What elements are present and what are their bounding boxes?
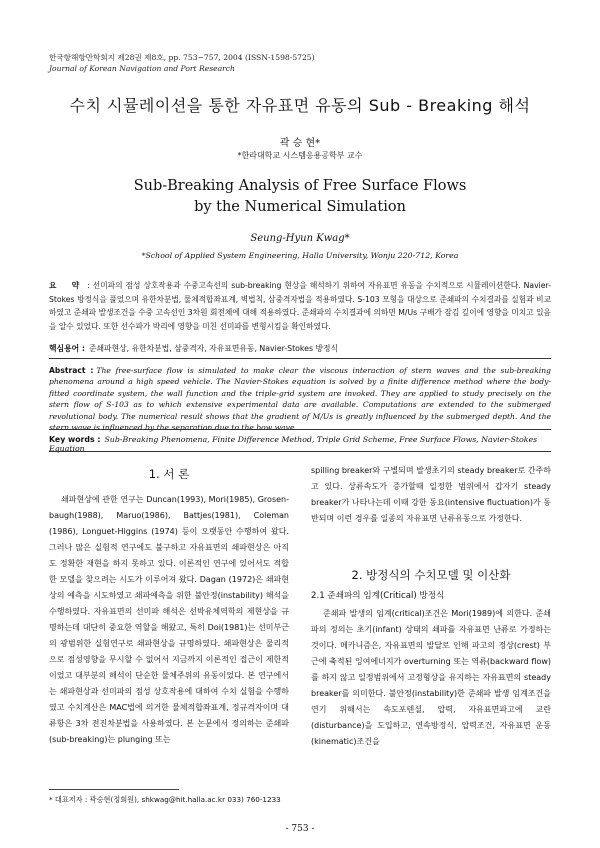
affiliation-ko: *한라대학교 시스템응용공학부 교수 bbox=[237, 151, 363, 160]
keywords-en-text: Sub-Breaking Phenomena, Finite Difference Method, Triple Grid Scheme, Free Surface Flows, Navier-Stokes Equation bbox=[49, 435, 538, 453]
abstract-ko-text: : 선미파의 점성 상호작용과 수중고속선의 sub-breaking 현상을 해석하기 위하여 자유표면 유동을 수치적으로 시뮬레이션한다. Navier-Stokes 방정식을 풀었으며 유한차분법, 물체적합좌표계, 벽법칙, 삼중격자법을 적용하였다. S-103 모형을 대상으로 준쇄파의 수치결과를 실험과 비교하였고 준쇄파 발생조건을 수중 고속선인 3차원 회전체에 대해 적용하였다. 준쇄파의 수치결과에 의하면 M/Us 구배가 잠김 깊이에 영향을 미치고 있음을 알수 있었다. 또한 선수파가 박리에 영향을 미친 선미파를 변형시킴을 확인하였다. bbox=[49, 281, 551, 331]
footnote-rule bbox=[49, 789, 179, 790]
paper-title-ko: 수치 시뮬레이션을 통한 자유표면 유동의 Sub - Breaking 해석 bbox=[69, 96, 531, 115]
author-en: Seung-Hyun Kwag* bbox=[250, 233, 350, 244]
paper-title-en-line1: Sub-Breaking Analysis of Free Surface Flows bbox=[133, 178, 467, 194]
section-1-title: 1. 서 론 bbox=[148, 467, 190, 481]
abstract-en bbox=[49, 365, 551, 433]
page-number: - 753 - bbox=[285, 824, 315, 834]
abstract-en-text: The free-surface flow is simulated to make clear the viscous interaction of stern waves and the sub-breaking phenomena around a high speed vehicle. The Navier-Stokes equation is solved by a finite difference method where the body-fitted coordinate system, the wall function and the triple-grid system are invoked. They are applied to study precisely on the stern flow of S-103 as to which extensive experimental data are available. Computations are extended to the submerged revolutional body. The numerical result shows that the gradient of M/Us is greatly influenced by the submerged depth. And the stern wave is influenced by the separation due to the bow wave. bbox=[49, 366, 551, 433]
divider bbox=[49, 358, 551, 359]
abstract-ko-label: 요 약 bbox=[49, 281, 86, 290]
section-2-paragraph: 준쇄파 발생의 임계(critical)조건은 Mori(1989)에 의한다. 준쇄파의 정의는 초기(infant) 상태의 쇄파를 자유표면 난류로 가정하는 것이다. 메카니즘은, 자유표면의 발달로 인해 파고의 정상(crest) 부근에 축적된 잉여에너지가 overturning 또는 역류(backward flow)를 하지 않고 일정범위에서 고정형상을 유지하는 자유표면의 steady breaker를 의미한다. 불안정(instability)한 준쇄파 발생 임계조건을 연기 위해서는 속도포텐셜, 압력, 자유표면파고에 교란(disturbance)을 도입하고, 연속방정식, 압력조건, 자유표면 운동(kinematic)조건을 bbox=[311, 609, 551, 746]
section-2-body bbox=[311, 606, 551, 750]
abstract-en-label: Abstract : bbox=[49, 366, 94, 375]
section-2-title: 2. 방정식의 수치모델 및 이산화 bbox=[351, 568, 511, 582]
affiliation-en: *School of Applied System Engineering, Halla University, Wonju 220-712, Korea bbox=[141, 251, 459, 260]
footnote: * 대표저자 : 곽승현(정회원), shkwag@hit.halla.ac.kr 033) 760-1233 bbox=[49, 795, 281, 804]
right-column-paragraph: spilling breaker와 구별되며 발생초기의 steady breaker로 간주하고 있다. 상류속도가 증가할때 일정한 범위에서 갑자기 steady breaker가 나타나는데 이때 강한 동요(intensive fluctuation)가 동반되며 이런 경우를 일종의 자유표면 난류유동으로 가정한다. bbox=[311, 466, 551, 523]
right-column-intro bbox=[311, 463, 551, 527]
journal-citation-ko: 한국항해항만학회지 제28권 제8호, pp. 753~757, 2004 (ISSN-1598-5725) bbox=[49, 53, 315, 62]
keywords-ko-label: 핵심용어 : bbox=[49, 344, 85, 353]
divider bbox=[49, 451, 551, 452]
keywords-en-label: Key words : bbox=[49, 435, 101, 444]
paper-title-en-line2: by the Numerical Simulation bbox=[194, 199, 406, 215]
abstract-ko bbox=[49, 279, 551, 333]
section-1-body bbox=[49, 492, 289, 748]
keywords-ko-text: 준쇄파현상, 유한차분법, 삼중격자, 자유표면유동, Navier-Stokes 방정식 bbox=[88, 344, 339, 353]
keywords-ko bbox=[49, 343, 551, 354]
author-ko: 곽 승 현* bbox=[279, 138, 321, 149]
section-1-paragraph: 쇄파현상에 관한 연구는 Duncan(1993), Mori(1985), Grosen-baugh(1988), Maruo(1986), Battjes(1981), Coleman (1986), Longuet-Higgins (1974) 등이 오랫동안 수행하여 왔다. 그러나 많은 실험적 연구에도 불구하고 자유표면의 쇄파현상은 아직도 정확한 재현을 하지 못하고 있다. 이론적인 연구에 있어서도 적합한 모델을 찾으려는 시도가 이루어져 왔다. Dagan (1972)은 쇄파현상의 예측을 시도하였고 쇄파예측을 위한 불안정(instability) 해석을 수행하였다. 자유표면의 선미파 해석은 선박유체역학의 제현상을 규명하는데 대단히 중요한 역할을 해왔고, 특히 Doi(1981)는 선미부근의 광범위한 실험연구로 쇄파현상을 규명하였다. 쇄파현상은 물리적으로 점성영향을 무시할 수 없어서 지금까지 이론적인 접근이 제한적이었고 대부분의 해석이 단순한 물체주위의 유동이었다. 본 연구에서는 쇄파현상과 선미파의 점성 상호작용에 대하여 수치 실험을 수행하였고 수치계산은 MAC법에 의거한 물체적합좌표계, 정규격자이며 대류항은 3차 전진차분법을 사용하였다. 본 논문에서 정의하는 준쇄파(sub-breaking)는 plunging 또는 bbox=[49, 495, 289, 744]
journal-header bbox=[49, 52, 315, 74]
journal-name-en: Journal of Korean Navigation and Port Research bbox=[49, 64, 235, 73]
divider bbox=[49, 429, 551, 430]
subsection-2-1-title: 2.1 준쇄파의 임계(Critical) 방정식 bbox=[311, 591, 445, 601]
paper-title-en bbox=[0, 176, 600, 218]
